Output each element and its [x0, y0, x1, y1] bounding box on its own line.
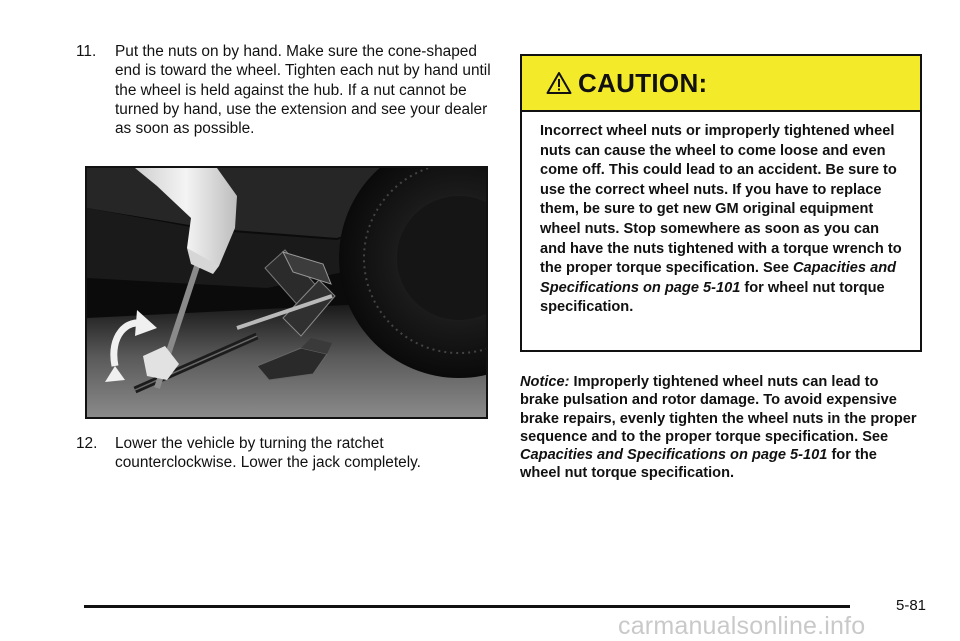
step-11: [76, 42, 496, 138]
step-12: [76, 434, 496, 473]
step-text: Lower the vehicle by turning the ratchet counterclockwise. Lower the jack completely.: [115, 435, 421, 472]
caution-header: [522, 56, 920, 112]
caution-text: [522, 112, 920, 318]
step-number: 12.: [76, 435, 98, 452]
warning-triangle-icon: [546, 71, 572, 95]
footer-rule: [84, 605, 850, 608]
step-text: Put the nuts on by hand. Make sure the cone-shaped end is toward the wheel. Tighten each nut by hand until the wheel is held against the hub. If a nut cannot be turned by hand, use the extension and see your dealer as soon as possible.: [115, 43, 491, 138]
caution-text-part: for wheel nut torque specification.: [540, 279, 885, 316]
notice-reference-link[interactable]: Capacities and Specifications on page 5-101: [520, 447, 828, 464]
jack-illustration: [87, 168, 486, 417]
notice-text-part: for the wheel nut torque specification.: [520, 447, 877, 482]
caution-title: CAUTION:: [578, 67, 708, 98]
jack-lowering-photo: [85, 166, 488, 419]
notice-paragraph: [520, 373, 920, 483]
page-number: 5-81: [896, 597, 927, 614]
notice-text-part: Improperly tightened wheel nuts can lead to brake pulsation and rotor damage. To avoid expensive brake repairs, evenly tighten the wheel nuts in the proper sequence and to the proper torque specification. See: [520, 374, 917, 445]
caution-box: [520, 54, 922, 352]
notice-label: Notice:: [520, 374, 570, 390]
caution-text-part: Incorrect wheel nuts or improperly tightened wheel nuts can cause the wheel to come loose and even come off. This could lead to an accident. Be sure to use the correct wheel nuts. If you have to replace them, be sure to get new GM original equipment wheel nuts. Stop somewhere as soon as you can and have the nuts tightened with a torque wrench to the proper torque specification. See: [540, 123, 902, 277]
caution-reference-link[interactable]: Capacities and Specifications on page 5-101: [540, 260, 897, 296]
watermark: carmanualsonline.info: [618, 612, 866, 640]
step-number: 11.: [76, 43, 97, 60]
